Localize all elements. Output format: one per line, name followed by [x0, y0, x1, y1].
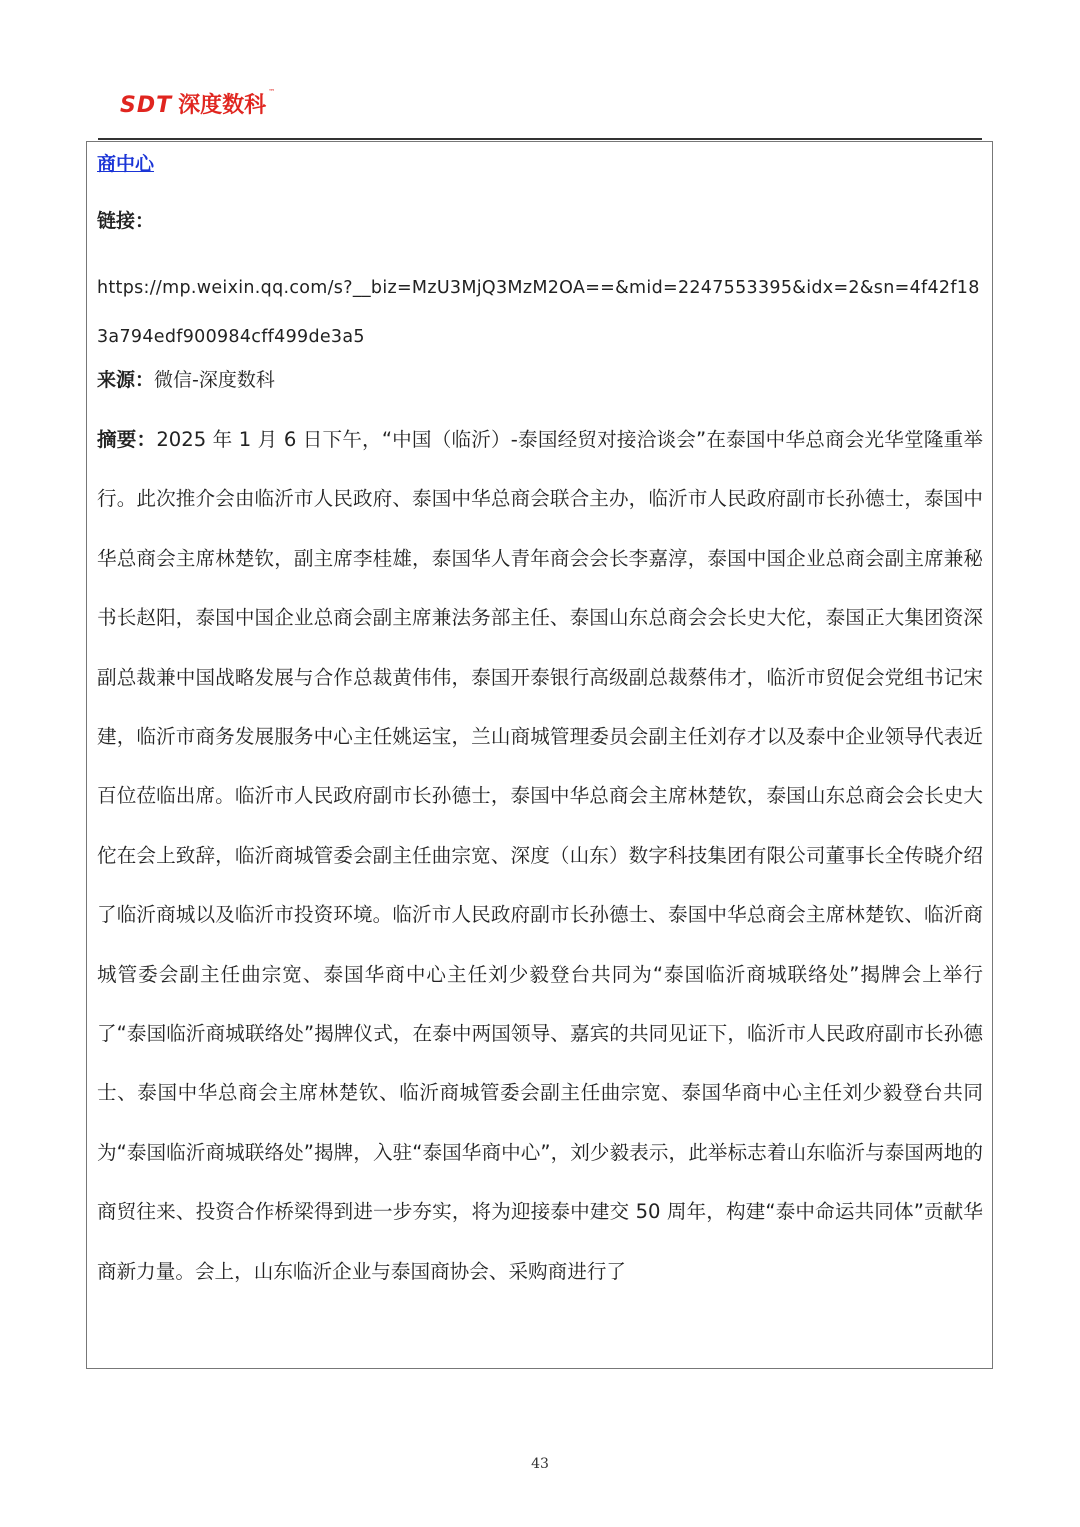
- page-number: 43: [531, 1456, 549, 1472]
- summary-label: 摘要：: [97, 428, 157, 451]
- entry-box: [86, 141, 993, 1369]
- logo-company-name: 深度数科: [178, 93, 267, 118]
- header-divider: [98, 138, 982, 140]
- source-row: [97, 367, 275, 393]
- link-row: [97, 208, 154, 234]
- link-label: 链接：: [97, 210, 155, 232]
- summary-text: 2025 年 1 月 6 日下午，“中国（临沂）-泰国经贸对接洽谈会”在泰国中华总商会光华堂隆重举行。此次推介会由临沂市人民政府、泰国中华总商会联合主办，临沂市人民政府副市长孙德士，泰国中华总商会主席林楚钦，副主席李桂雄，泰国华人青年商会会长李嘉淳，泰国中国企业总商会副主席兼秘书长赵阳，泰国中国企业总商会副主席兼法务部主任、泰国山东总商会会长史大佗，泰国正大集团资深副总裁兼中国战略发展与合作总裁黄伟伟，泰国开泰银行高级副总裁蔡伟才，临沂市贸促会党组书记宋建，临沂市商务发展服务中心主任姚运宝，兰山商城管理委员会副主任刘存才以及泰中企业领导代表近百位莅临出席。临沂市人民政府副市长孙德士，泰国中华总商会主席林楚钦，泰国山东总商会会长史大佗在会上致辞，临沂商城管委会副主任曲宗宽、深度（山东）数字科技集团有限公司董事长全传晓介绍了临沂商城以及临沂市投资环境。临沂市人民政府副市长孙德士、泰国中华总商会主席林楚钦、临沂商城管委会副主任曲宗宽、泰国华商中心主任刘少毅登台共同为“泰国临沂商城联络处”揭牌会上举行了“泰国临沂商城联络处”揭牌仪式，在泰中两国领导、嘉宾的共同见证下，临沂市人民政府副市长孙德士、泰国中华总商会主席林楚钦、临沂商城管委会副主任曲宗宽、泰国华商中心主任刘少毅登台共同为“泰国临沂商城联络处”揭牌，入驻“泰国华商中心”，刘少毅表示，此举标志着山东临沂与泰国两地的商贸往来、投资合作桥梁得到进一步夯实，将为迎接泰中建交 50 周年，构建“泰中命运共同体”贡献华商新力量。会上，山东临沂企业与泰国商协会、采购商进行了: [97, 428, 984, 1283]
- source-label: 来源：: [97, 369, 155, 391]
- summary-paragraph: [97, 410, 983, 1301]
- entry-title-link[interactable]: 商中心: [97, 153, 155, 175]
- logo-sdt-text: SDT: [120, 93, 173, 118]
- company-logo: [120, 88, 275, 119]
- entry-url[interactable]: https://mp.weixin.qq.com/s?__biz=MzU3MjQ3MzM2OA==&mid=2247553395&idx=2&sn=4f42f183a794edf900984cff499de3a5: [97, 278, 980, 347]
- source-value: 微信-深度数科: [154, 369, 275, 391]
- logo-trademark: ™: [268, 88, 276, 96]
